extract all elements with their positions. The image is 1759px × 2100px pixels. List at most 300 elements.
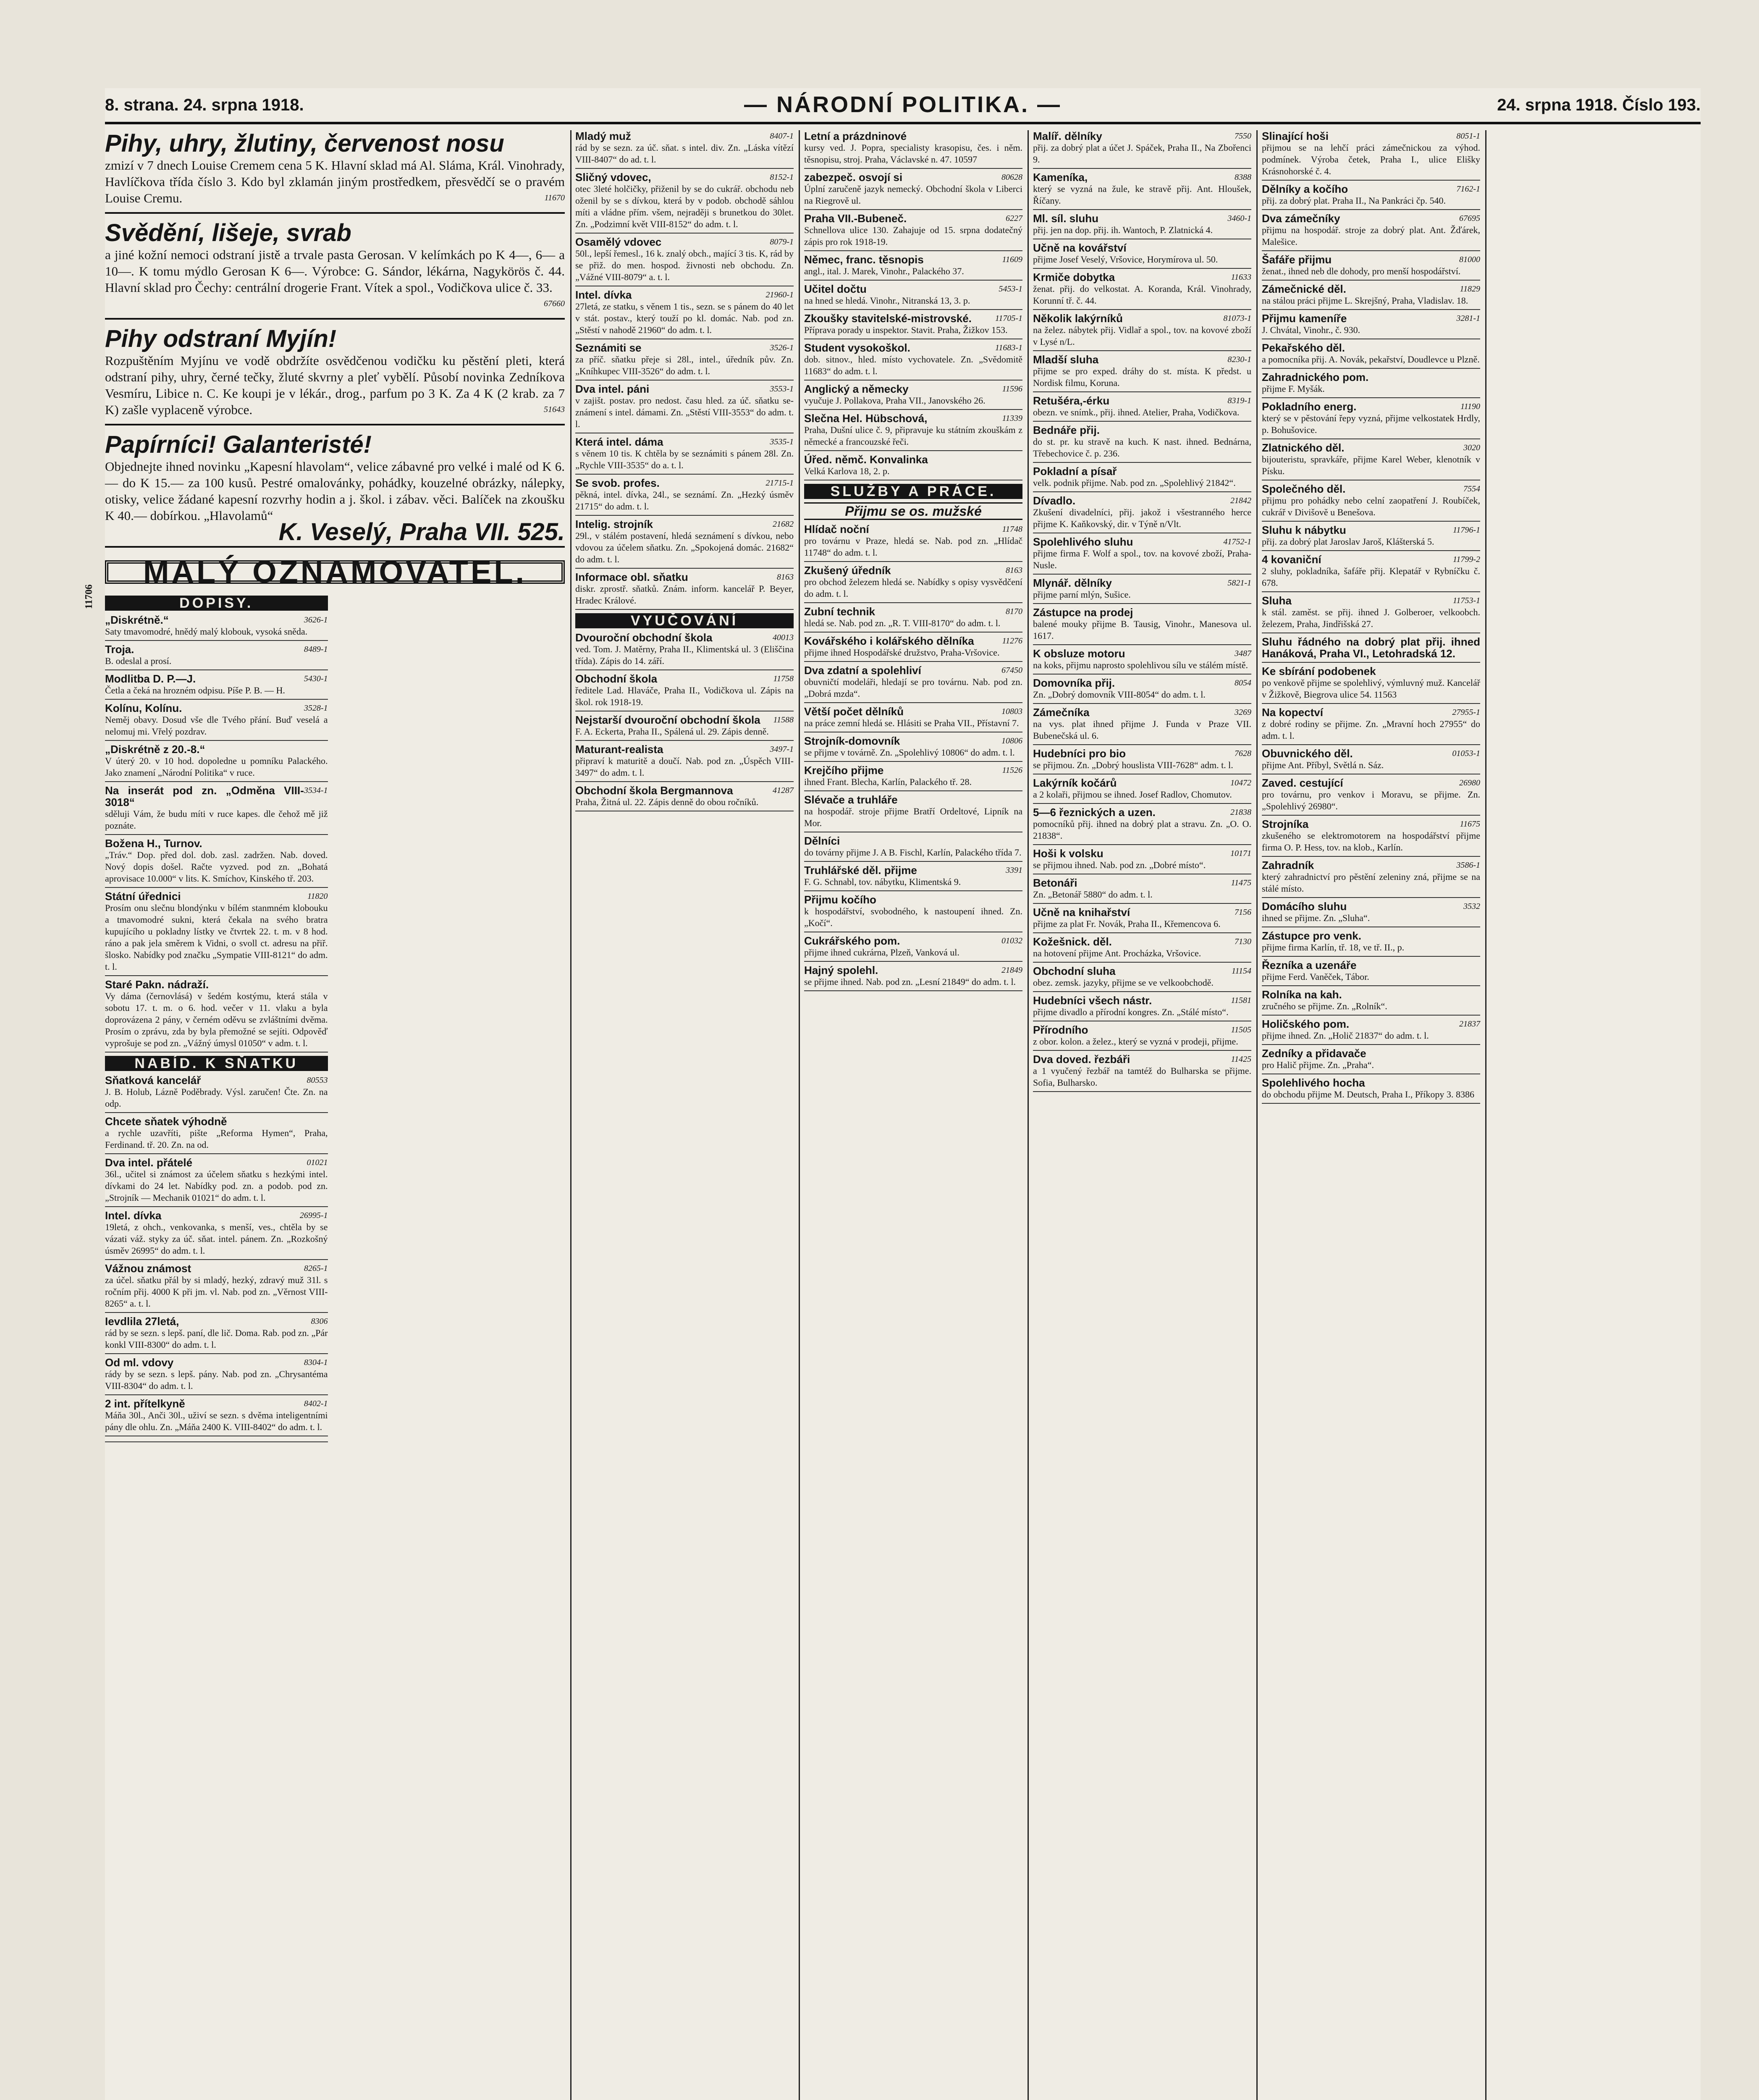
ad-code: 27955-1 bbox=[1452, 708, 1480, 717]
classified-ad bbox=[105, 837, 328, 888]
ad-code: 11820 bbox=[307, 892, 328, 901]
ad-code: 11683-1 bbox=[995, 343, 1022, 352]
classified-ad bbox=[804, 664, 1022, 703]
ad-code: 8402-1 bbox=[304, 1399, 328, 1408]
ad-headline: Obchodní škola Bergmannova bbox=[575, 784, 733, 797]
classified-ad bbox=[1033, 965, 1251, 992]
ad-code: 5430-1 bbox=[304, 674, 328, 683]
ad-code: 3269 bbox=[1235, 708, 1251, 717]
ad-body: rád by se sezn. za úč. sňat. s intel. div. Zn. „Láska vítězí VIII-8407“ do ad. t. l. bbox=[575, 142, 794, 165]
ad-headline: Pokladní a písař bbox=[1033, 465, 1117, 478]
ad-headline: Hudebníci všech nástr. bbox=[1033, 994, 1152, 1007]
ad-headline: 5—6 řeznických a uzen. bbox=[1033, 806, 1156, 819]
ad-body: Schnellova ulice 130. Zahajuje od 15. srpna dodatečný zápis pro rok 1918-19. bbox=[804, 225, 1022, 247]
ad-body: Zn. „Betonář 5880“ do adm. t. l. bbox=[1033, 889, 1153, 900]
ad-headline: Dvouroční obchodní škola bbox=[575, 631, 713, 644]
classified-ad bbox=[804, 312, 1022, 339]
classified-ad bbox=[105, 1439, 328, 1442]
ad-body: Příprava porady u inspektor. Stavit. Praha, Žižkov 153. bbox=[804, 325, 1008, 335]
ad-headline: Zámečníka bbox=[1033, 706, 1090, 719]
ad-code: 11609 bbox=[1002, 255, 1022, 264]
classified-ad bbox=[1262, 401, 1480, 439]
classified-ad bbox=[804, 706, 1022, 732]
ad-body: přij. za dobrý plat a účet J. Spáček, Praha II., Na Zbořenci 9. bbox=[1033, 142, 1251, 165]
ad-trailing-code: 8386 bbox=[1455, 1089, 1474, 1100]
ad-headline: Spolehlivého sluhu bbox=[1033, 536, 1133, 548]
ad-headline: Lakýrník kočárů bbox=[1033, 777, 1117, 789]
classified-ad bbox=[105, 1116, 328, 1154]
ad-code: 8170 bbox=[1006, 607, 1022, 616]
classified-ad bbox=[804, 794, 1022, 832]
display-ad-body: zmizí v 7 dnech Louise Cremem cena 5 K. Hlavní sklad má Al. Sláma, Král. Vinohrady, Havlíčkova třída číslo 3. Kdo byl zklamán jiným prostředkem, přesvědčí se o pravém Louise Cremu. bbox=[105, 158, 565, 205]
ad-body: 19letá, z ohch., venkovanka, s menší, ves., chtěla by se vázati váž. styky za úč. sňat. intel. pánem. Zn. „Rozkošný úsměv 26995“ do adm. t. l. bbox=[105, 1222, 328, 1256]
masthead-title: — NÁRODNÍ POLITIKA. — bbox=[744, 92, 1062, 117]
newspaper-page bbox=[84, 88, 1701, 2100]
classified-ad bbox=[804, 342, 1022, 381]
ad-headline: Hoši k volsku bbox=[1033, 847, 1104, 860]
ad-code: 5821-1 bbox=[1227, 578, 1251, 588]
ad-code: 6227 bbox=[1006, 214, 1022, 223]
ad-headline: Přijmu kočího bbox=[804, 893, 876, 906]
classified-ad bbox=[1033, 906, 1251, 933]
ad-body: přijme ihned cukrárna, Plzeň, Vanková ul. bbox=[804, 947, 959, 958]
ad-code: 10803 bbox=[1001, 707, 1022, 716]
ad-body: ženat., ihned neb dle dohody, pro menší hospodářství. bbox=[1262, 266, 1461, 276]
ad-code: 3626-1 bbox=[304, 615, 328, 625]
classified-ad bbox=[804, 171, 1022, 210]
ad-code: 11596 bbox=[1002, 384, 1022, 394]
classified-ad bbox=[804, 254, 1022, 281]
ad-body: ženat. přij. do velkostat. A. Koranda, Král. Vinohrady, Korunní tř. č. 44. bbox=[1033, 284, 1251, 306]
ad-body: Saty tmavomodré, hnědý malý klobouk, vysoká sněda. bbox=[105, 626, 308, 637]
display-ad-headline: Pihy, uhry, žlutiny, červenost nosu bbox=[105, 130, 504, 157]
ad-code: 21842 bbox=[1230, 496, 1251, 505]
ad-body: a 1 vyučený řezbář na tamtéž do Bulharska se přijme. Sofia, Bulharsko. bbox=[1033, 1066, 1251, 1088]
ad-code: 01021 bbox=[307, 1158, 328, 1167]
ad-code: 11829 bbox=[1460, 284, 1480, 294]
ad-code: 3460-1 bbox=[1227, 214, 1251, 223]
ad-body: angl., ital. J. Marek, Vinohr., Palackého 37. bbox=[804, 266, 964, 276]
ad-code: 11154 bbox=[1231, 966, 1251, 976]
classified-ad bbox=[1033, 465, 1251, 492]
classified-ad bbox=[804, 213, 1022, 251]
ad-code: 8306 bbox=[311, 1317, 328, 1326]
ad-headline: Řezníka a uzenáře bbox=[1262, 959, 1357, 971]
classified-ad bbox=[1262, 130, 1480, 181]
ad-headline: Sličný vdovec, bbox=[575, 171, 651, 184]
classified-ad bbox=[1033, 606, 1251, 645]
classified-ad bbox=[105, 743, 328, 782]
ad-headline: Vážnou známost bbox=[105, 1262, 191, 1275]
ad-code: 67450 bbox=[1001, 666, 1022, 675]
ad-body: Zn. „Dobrý domovník VIII-8054“ do adm. t. l. bbox=[1033, 689, 1206, 700]
ad-body: vyučuje J. Pollakova, Praha VII., Janovského 26. bbox=[804, 395, 986, 406]
ad-body: který se v pěstování řepy vyzná, přijme velkostatek Hrdly, p. Bohušovice. bbox=[1262, 413, 1480, 435]
ad-body: zručného se přijme. Zn. „Rolník“. bbox=[1262, 1001, 1387, 1011]
column-2 bbox=[575, 130, 794, 2100]
classified-ad bbox=[1033, 995, 1251, 1021]
ad-headline: Slévače a truhláře bbox=[804, 793, 898, 806]
classified-ad bbox=[1033, 171, 1251, 210]
display-ad bbox=[105, 130, 565, 214]
ad-headline: Osamělý vdovec bbox=[575, 236, 662, 248]
ad-body: ved. Tom. J. Matěrny, Praha II., Klimentská ul. 3 (Eliščina třída). Zápis do 14. září. bbox=[575, 644, 794, 666]
ad-headline: Seznámiti se bbox=[575, 341, 642, 354]
ad-headline: Obchodní škola bbox=[575, 672, 658, 685]
ad-body: se přijme v továrně. Zn. „Spolehlivý 10806“ do adm. t. l. bbox=[804, 747, 1015, 758]
column-divider bbox=[1485, 130, 1486, 2100]
ad-body: na koks, přijmu naprosto spolehlivou sílu ve stálém místě. bbox=[1033, 660, 1248, 670]
ad-headline: Dělníci bbox=[804, 835, 840, 847]
classified-ad bbox=[804, 835, 1022, 862]
classified-ad bbox=[575, 289, 794, 339]
ad-body: 36l., učitel si známost za účelem sňatku s hezkými intel. dívkami do 24 let. Nabídky pod. zn. a podob. pod zn. „Strojník — Mechanik 01021“ do adm. t. l. bbox=[105, 1169, 328, 1203]
classified-ad bbox=[804, 412, 1022, 451]
ad-code: 21715-1 bbox=[765, 478, 794, 488]
ad-trailing-code: 11563 bbox=[1374, 689, 1397, 700]
ad-body: přijmu pro pohádky nebo celní zaopatření J. Roubíček, cukrář v Divišově u Benešova. bbox=[1262, 495, 1480, 517]
header-issue-number: 24. srpna 1918. Číslo 193. bbox=[1497, 96, 1701, 114]
ad-code: 3586-1 bbox=[1456, 861, 1480, 870]
ad-code: 8304-1 bbox=[304, 1358, 328, 1367]
ad-headline: Hajný spolehl. bbox=[804, 964, 878, 976]
ad-body: Máňa 30l., Anči 30l., uživí se sezn. s dvěma inteligentními pány dle ohlu. Zn. „Máňa 2400 K. VIII-8402“ do adm. t. l. bbox=[105, 1410, 328, 1432]
ad-headline: Sňatková kancelář bbox=[105, 1074, 201, 1087]
classified-ad bbox=[105, 1074, 328, 1113]
ad-body: obez. zemsk. jazyky, přijme se ve velkoobchodě. bbox=[1033, 977, 1214, 988]
ad-headline: Zkoušky stavitelské-mistrovské. bbox=[804, 312, 972, 325]
ad-headline: Ievdlila 27letá, bbox=[105, 1315, 179, 1328]
ad-headline: Obchodní sluha bbox=[1033, 965, 1116, 977]
classified-ad bbox=[804, 864, 1022, 891]
classified-ad bbox=[1033, 130, 1251, 169]
classified-ad bbox=[575, 571, 794, 610]
ad-headline: Pokladního energ. bbox=[1262, 400, 1357, 413]
ad-body: přijme firma Karlín, tř. 18, ve tř. II., p. bbox=[1262, 942, 1405, 953]
ad-body: diskr. zprostř. sňatků. Znám. inform. kancelář P. Beyer, Hradec Králové. bbox=[575, 583, 794, 606]
classified-ad bbox=[105, 1357, 328, 1395]
section-heading-nabidky: NABÍD. K SŇATKU bbox=[105, 1056, 328, 1071]
ad-body: se přijmou. Zn. „Dobrý houslista VIII-7628“ adm. t. l. bbox=[1033, 760, 1233, 770]
ad-headline: Ke sbírání podobenek bbox=[1262, 665, 1376, 677]
ad-headline: Která intel. dáma bbox=[575, 436, 663, 448]
ad-body: otec 3leté holčičky, přiženil by se do cukrář. obchodu neb oženil by se s dívkou, která by v podob. obchodě sáhlou míti a vládne přím. všem, nejraději s brunetkou do 30let. Zn. „Podzimní květ VIII-8152“ do adm. t. l. bbox=[575, 184, 794, 229]
classified-ad bbox=[804, 523, 1022, 562]
display-ad-body: Rozpuštěním Myjínu ve vodě obdržíte osvědčenou vodičku ku pěstění pleti, která odstraní pihy, uhry, černé tečky, žluté skvrny a pleť vybělí. Působí novinka Zedníkova Vesmíru, Libice n. C. Ke koupi je v lékár., drog., parfum po 3 K. Za 4 K (2 krab. za 7 K) zašle vyplaceně výrobce. bbox=[105, 353, 565, 417]
ad-body: dob. sitnov., hled. místo vychovatele. Zn. „Svědomitě 11683“ do adm. t. l. bbox=[804, 354, 1022, 376]
ad-headline: Zástupce na prodej bbox=[1033, 606, 1133, 619]
ad-headline: Kameníka, bbox=[1033, 171, 1088, 184]
ad-body: na vys. plat ihned přijme J. Funda v Praze VII. Bubenečská ul. 6. bbox=[1033, 719, 1251, 741]
classified-ad bbox=[1262, 748, 1480, 774]
classified-ad bbox=[105, 1157, 328, 1207]
ad-headline: Na inserát pod zn. „Odměna VIII-3018“ bbox=[105, 784, 304, 808]
classified-ad bbox=[575, 632, 794, 670]
ad-headline: Letní a prázdninové bbox=[804, 130, 907, 142]
classified-ad bbox=[105, 979, 328, 1053]
ad-code: 10171 bbox=[1230, 849, 1251, 858]
ad-headline: Slinající hoši bbox=[1262, 130, 1329, 142]
ad-body: na hotovení přijme Ant. Procházka, Vršovice. bbox=[1033, 948, 1201, 958]
classified-ad bbox=[1262, 959, 1480, 986]
classified-ad bbox=[575, 673, 794, 711]
ad-code: 3391 bbox=[1006, 866, 1022, 875]
display-ad-code: 51643 bbox=[544, 405, 565, 414]
ad-body: Praha, Dušní ulice č. 9, připravuje ku státním zkouškám z německé a francouzské řeči. bbox=[804, 425, 1022, 447]
ad-headline: Pekařského děl. bbox=[1262, 341, 1345, 354]
ad-headline: Troja. bbox=[105, 643, 134, 656]
ad-headline: Větší počet dělníků bbox=[804, 705, 904, 718]
ad-headline: Dívadlo. bbox=[1033, 494, 1076, 507]
ad-headline: Zubní technik bbox=[804, 605, 875, 618]
ad-body: hledá se. Nab. pod zn. „R. T. VIII-8170“ do adm. t. l. bbox=[804, 618, 1001, 628]
classified-ad bbox=[1262, 1018, 1480, 1045]
classified-ad bbox=[575, 518, 794, 569]
ad-body: ihned se přijme. Zn. „Sluha“. bbox=[1262, 913, 1370, 923]
ad-headline: Mladší sluha bbox=[1033, 353, 1099, 366]
header-rule bbox=[105, 122, 1701, 124]
classified-ad bbox=[804, 764, 1022, 791]
classified-ad bbox=[1262, 989, 1480, 1016]
classified-ad bbox=[1033, 877, 1251, 904]
ad-headline: Zkušený úředník bbox=[804, 564, 891, 577]
ad-body: Velká Karlova 18, 2. p. bbox=[804, 466, 890, 476]
ad-body: přijme parní mlýn, Sušice. bbox=[1033, 589, 1131, 600]
ad-body: 29l., v stálém postavení, hledá seznámení s dívkou, nebo vdovou za účelem sňatku. Zn. „Spokojená domác. 21682“ do adm. t. l. bbox=[575, 530, 794, 564]
ad-code: 3281-1 bbox=[1456, 314, 1480, 323]
ad-body: se přijme ihned. Nab. pod zn. „Lesní 21849“ do adm. t. l. bbox=[804, 976, 1016, 987]
display-ad-headline: Svědění, lišeje, svrab bbox=[105, 219, 351, 247]
ad-headline: Domácího sluhu bbox=[1262, 900, 1347, 913]
classified-ad bbox=[1033, 1024, 1251, 1051]
ad-body: z obor. kolon. a želez., který se vyzná v prodeji, přijme. bbox=[1033, 1036, 1238, 1047]
ad-code: 7156 bbox=[1235, 908, 1251, 917]
classified-ad bbox=[804, 935, 1022, 962]
ad-headline: Malíř. dělníky bbox=[1033, 130, 1102, 142]
ad-code: 3535-1 bbox=[770, 437, 794, 446]
ad-code: 8407-1 bbox=[770, 131, 794, 141]
ad-code: 8230-1 bbox=[1227, 355, 1251, 364]
ad-body: pro továrnu, pro venkov i Moravu, se přijme. Zn. „Spolehlivý 26980“. bbox=[1262, 789, 1480, 811]
ad-headline: Strojník-domovník bbox=[804, 735, 900, 747]
ad-code: 21838 bbox=[1230, 808, 1251, 817]
ad-code: 41287 bbox=[773, 786, 794, 795]
section-heading-sluzby: SLUŽBY A PRÁCE. bbox=[804, 484, 1022, 499]
ad-body: přijme Ferd. Vaněček, Tábor. bbox=[1262, 971, 1369, 982]
ad-code: 81000 bbox=[1459, 255, 1480, 264]
ad-headline: Dva intel. přátelé bbox=[105, 1156, 193, 1169]
ad-code: 11758 bbox=[773, 674, 794, 683]
ad-body: do st. pr. ku stravě na kuch. K nast. ihned. Bednárna, Třebechovice č. p. 236. bbox=[1033, 436, 1251, 459]
ad-code: 7550 bbox=[1235, 131, 1251, 141]
ad-headline: Hudebníci pro bio bbox=[1033, 747, 1126, 760]
ad-headline: Spolehlivého hocha bbox=[1262, 1076, 1365, 1089]
ad-code: 10472 bbox=[1230, 778, 1251, 788]
ad-body: připraví k maturitě a doučí. Nab. pod zn. „Úspěch VIII-3497“ do adm. t. l. bbox=[575, 756, 794, 778]
ad-headline: Slečna Hel. Hübschová, bbox=[804, 412, 928, 425]
ad-headline: Praha VII.-Bubeneč. bbox=[804, 212, 907, 225]
classified-ad bbox=[1262, 371, 1480, 398]
classified-ad bbox=[1033, 777, 1251, 804]
ad-headline: Krejčího přijme bbox=[804, 764, 884, 777]
ad-headline: Informace obl. sňatku bbox=[575, 571, 688, 583]
column-3 bbox=[804, 130, 1022, 2100]
ad-body: k stál. zaměst. se přij. ihned J. Golberoer, velkoobch. železem, Praha, Jindřišská 27. bbox=[1262, 607, 1480, 629]
ad-headline: Dva zdatní a spolehliví bbox=[804, 664, 921, 677]
ad-body: pro obchod železem hledá se. Nabídky s opisy vysvědčení do adm. t. l. bbox=[804, 577, 1022, 599]
ad-body: Četla a čeká na hrozném odpisu. Píše P. B. — H. bbox=[105, 685, 285, 696]
ad-headline: Dva intel. páni bbox=[575, 383, 650, 395]
ad-code: 11276 bbox=[1002, 636, 1022, 646]
ad-body: a pomocníka přij. A. Novák, pekařství, Doudlevce u Plzně. bbox=[1262, 354, 1480, 365]
ad-code: 41752-1 bbox=[1223, 537, 1251, 546]
ad-headline: Retušéra,-érku bbox=[1033, 394, 1110, 407]
ad-headline: Betonáři bbox=[1033, 877, 1077, 889]
display-ad bbox=[105, 220, 565, 320]
ad-code: 5453-1 bbox=[999, 284, 1022, 294]
display-ad bbox=[105, 326, 565, 425]
classified-ad bbox=[1262, 483, 1480, 522]
ad-code: 01032 bbox=[1001, 936, 1022, 945]
ad-headline: Ml. síl. sluhu bbox=[1033, 212, 1099, 225]
ad-code: 11526 bbox=[1002, 766, 1022, 775]
ad-body: přijmu na hospodář. stroje za dobrý plat. Ant. Žďárek, Malešice. bbox=[1262, 225, 1480, 247]
classified-ad bbox=[804, 454, 1022, 480]
ad-body: na práce zemní hledá se. Hlásiti se Praha VII., Přístavní 7. bbox=[804, 718, 1019, 728]
ad-headline: Zahradnického pom. bbox=[1262, 371, 1369, 383]
ad-headline: Truhlářské děl. přijme bbox=[804, 864, 917, 877]
ad-body: Vy dáma (černovlásá) v šedém kostýmu, která stála v sobotu 17. t. m. o 6. hod. večer v 11. vlaku a byla doprovázena 2 pány, v černém oděvu se zvláštními dvěma. Prosím o zprávu, zda by byla přemožné se sejíti. Odpověď vyprošuje se pod zn. „Vážný úmysl 01050“ v adm. t. l. bbox=[105, 991, 328, 1048]
ad-code: 8079-1 bbox=[770, 237, 794, 247]
classified-ad bbox=[105, 643, 328, 670]
ad-headline: 2 int. přítelkyně bbox=[105, 1397, 185, 1410]
ad-code: 11799-2 bbox=[1452, 555, 1480, 564]
classified-ad bbox=[1033, 312, 1251, 351]
ad-body: obuvničtí modeláři, hledají se pro továrnu. Nab. pod zn. „Dobrá mzda“. bbox=[804, 677, 1022, 699]
classified-ad bbox=[105, 1315, 328, 1354]
ad-body: Zkušení divadelníci, přij. jakož i všestranného herce přijme K. Kaňkovský, dir. v Týně n/Vlt. bbox=[1033, 507, 1251, 529]
display-ad-code: 67660 bbox=[544, 299, 565, 308]
ad-headline: Mladý muž bbox=[575, 130, 631, 142]
ad-headline: Intelig. strojník bbox=[575, 518, 653, 530]
classified-ad bbox=[1262, 665, 1480, 704]
ad-body: přijme za plat Fr. Novák, Praha II., Křemencova 6. bbox=[1033, 919, 1221, 929]
ad-headline: Několik lakýrníků bbox=[1033, 312, 1123, 325]
ad-body: obezn. ve snímk., přij. ihned. Atelier, Praha, Vodičkova. bbox=[1033, 407, 1240, 417]
ad-code: 3487 bbox=[1235, 649, 1251, 658]
ad-body: V úterý 20. v 10 hod. dopoledne u pomníku Palackého. Jako znamení „Národní Politika“ v ruce. bbox=[105, 756, 328, 778]
ad-body: k hospodářství, svobodného, k nastoupení ihned. Zn. „Kočí“. bbox=[804, 906, 1022, 928]
ad-code: 3020 bbox=[1463, 443, 1480, 452]
ad-headline: Božena H., Turnov. bbox=[105, 837, 202, 850]
ad-headline: K obsluze motoru bbox=[1033, 647, 1125, 660]
ad-headline: Šafáře přijmu bbox=[1262, 253, 1332, 266]
ad-body: a 2 kolaři, přijmou se ihned. Josef Radlov, Chomutov. bbox=[1033, 789, 1232, 800]
classified-ad bbox=[804, 635, 1022, 662]
ad-code: 8152-1 bbox=[770, 173, 794, 182]
ad-headline: Strojníka bbox=[1262, 818, 1309, 830]
ad-code: 10806 bbox=[1001, 736, 1022, 746]
ad-code: 21682 bbox=[773, 520, 794, 529]
ad-headline: Modlitba D. P.—J. bbox=[105, 672, 196, 685]
classified-ad bbox=[105, 1263, 328, 1313]
ad-body: balené mouky přijme B. Tausig, Vinohr., Manesova ul. 1617. bbox=[1033, 619, 1251, 641]
classified-ad bbox=[1033, 848, 1251, 874]
ad-headline: Zaved. cestující bbox=[1262, 777, 1343, 789]
ad-body: pomocníků přij. ihned na dobrý plat a stravu. Zn. „O. O. 21838“. bbox=[1033, 819, 1251, 841]
classified-ad bbox=[1262, 312, 1480, 339]
ad-code: 3534-1 bbox=[304, 786, 328, 795]
classified-ad bbox=[575, 383, 794, 433]
classified-ad bbox=[1033, 213, 1251, 239]
classified-ad bbox=[575, 743, 794, 782]
ad-headline: Bednáře přij. bbox=[1033, 424, 1100, 436]
classified-ad bbox=[804, 964, 1022, 991]
classified-ad bbox=[804, 735, 1022, 762]
ad-code: 11425 bbox=[1231, 1055, 1251, 1064]
ad-body: přijme ihned Hospodářské družstvo, Praha-Vršovice. bbox=[804, 647, 1000, 658]
ad-code: 7554 bbox=[1463, 484, 1480, 494]
ad-headline: Němec, franc. těsnopis bbox=[804, 253, 924, 266]
ad-body: z dobré rodiny se přijme. Zn. „Mravní hoch 27955“ do adm. t. l. bbox=[1262, 719, 1480, 741]
column-4 bbox=[1033, 130, 1251, 2100]
classified-ad bbox=[1033, 648, 1251, 675]
column-divider bbox=[1256, 130, 1258, 2100]
classified-ad bbox=[1033, 354, 1251, 392]
ad-code: 21837 bbox=[1459, 1019, 1480, 1029]
classified-ad bbox=[1033, 424, 1251, 463]
ad-headline: Na kopectví bbox=[1262, 706, 1323, 719]
ad-headline: Anglický a německy bbox=[804, 383, 909, 395]
ad-headline: Učitel dočtu bbox=[804, 283, 867, 295]
display-ad-body: Objednejte ihned novinku „Kapesní hlavolam“, velice zábavné pro velké i malé od K 6.— do K 15.— za 100 kusů. Pestré omalovánky, pohádky, kouzelné obrázky, nálepky, otisky, velice žádané kapesní rozvrhy hodin a j. škol. i zábav. věci. Balíček na zkoušku K 40.— dobírkou. „Hlavolamů“ bbox=[105, 459, 565, 523]
ad-body: rády by se sezn. s lepš. pány. Nab. pod zn. „Chrysantéma VIII-8304“ do adm. t. l. bbox=[105, 1369, 328, 1391]
ad-body: a rychle uzavříti, pište „Reforma Hymen“, Praha, Ferdinand. tř. 20. Zn. na od. bbox=[105, 1128, 328, 1150]
ad-headline: Student vysokoškol. bbox=[804, 341, 910, 354]
ad-headline: Rolníka na kah. bbox=[1262, 988, 1342, 1001]
ad-code: 11675 bbox=[1460, 819, 1480, 829]
section-heading-dopisy: DOPISY. bbox=[105, 596, 328, 611]
ad-code: 40013 bbox=[773, 633, 794, 642]
ad-headline: Učně na knihařství bbox=[1033, 906, 1130, 919]
ad-body: přijme Ant. Příbyl, Světlá n. Sáz. bbox=[1262, 760, 1384, 770]
ad-code: 11748 bbox=[1002, 525, 1022, 534]
ad-body: přijme firma F. Wolf a spol., tov. na kovové zboží, Praha-Nusle. bbox=[1033, 548, 1251, 570]
classified-ad bbox=[105, 785, 328, 835]
classified-ad bbox=[575, 236, 794, 286]
classified-ad bbox=[1262, 342, 1480, 369]
classified-ad bbox=[105, 702, 328, 741]
ad-body: přijme se pro exped. dráhy do st. místa. K předst. u Nordisk filmu, Koruna. bbox=[1033, 366, 1251, 388]
section-heading-vyucovani: VYUČOVÁNÍ bbox=[575, 613, 794, 628]
ad-code: 26995-1 bbox=[299, 1211, 328, 1220]
ad-body: J. B. Holub, Lázně Poděbrady. Výsl. zaručen! Čte. Zn. na odp. bbox=[105, 1087, 328, 1109]
ad-code: 01053-1 bbox=[1452, 749, 1480, 758]
ad-body: se přijmou ihned. Nab. pod zn. „Dobré místo“. bbox=[1033, 860, 1206, 870]
ad-headline: Krmiče dobytka bbox=[1033, 271, 1115, 284]
classified-ad bbox=[1033, 748, 1251, 774]
classified-ad bbox=[804, 130, 1022, 169]
ad-body: 2 sluhy, pokladníka, šafáře přij. Klepatář v Rybníčku č. 678. bbox=[1262, 566, 1480, 588]
ad-code: 8054 bbox=[1235, 678, 1251, 688]
ad-body: v zajišt. postav. pro nedost. času hled. za úč. sňatku se-známení s intel. dámami. Zn. „Stěstí VIII-3553“ do adm. t. l. bbox=[575, 395, 794, 429]
ad-body: přijme F. Myšák. bbox=[1262, 383, 1325, 394]
ad-body: na želez. nábytek přij. Vidlař a spol., tov. na kovové zboží v Lysé n/L. bbox=[1033, 325, 1251, 347]
ad-headline: zabezpeč. osvojí si bbox=[804, 171, 903, 184]
ad-code: 81073-1 bbox=[1223, 314, 1251, 323]
ad-headline: Se svob. profes. bbox=[575, 477, 660, 489]
ad-headline: Společného děl. bbox=[1262, 483, 1346, 495]
